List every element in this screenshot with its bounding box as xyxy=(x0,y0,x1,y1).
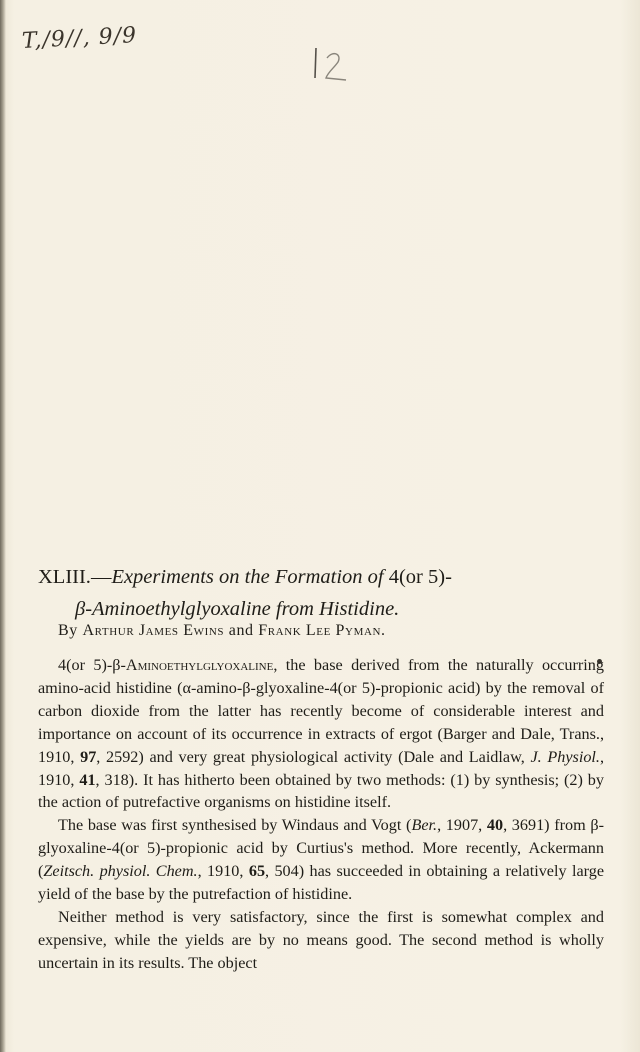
author-byline xyxy=(58,622,604,640)
p3-text-1: Neither method is very satisfactory, since the first is somewhat complex and expensive, while the yields are by no means good. The second method is wholly uncertain in its results. The object xyxy=(38,907,604,972)
p1-journal-1: J. Physiol. xyxy=(530,747,600,766)
heading-dash: — xyxy=(90,566,112,588)
author-ewins: Arthur James Ewins xyxy=(82,622,225,639)
heading-line-1 xyxy=(38,561,604,593)
paragraph-1 xyxy=(38,654,604,814)
p2-journal-2: Zeitsch. physiol. Chem. xyxy=(43,862,198,881)
handwritten-annotation-top-left: T,/9//, 9/9 xyxy=(21,23,138,54)
paragraph-3 xyxy=(38,906,604,975)
p1-text-2: , 2592) and very great physiological activity (Dale and Laidlaw, xyxy=(96,747,531,766)
heading-title-part-1: Experiments on the Formation of xyxy=(111,566,389,588)
heading-title-part-3: β-Aminoethylglyoxaline from Histidine. xyxy=(75,598,400,620)
byline-and: and xyxy=(224,622,259,639)
p2-text-1: The base was first synthesised by Windaus and Vogt ( xyxy=(58,816,412,835)
p2-volume-1: 40 xyxy=(486,816,504,835)
author-pyman: Frank Lee Pyman. xyxy=(258,622,386,639)
p2-journal-1: Ber. xyxy=(411,816,438,835)
article-heading xyxy=(38,561,604,625)
p1-volume-1: 97 xyxy=(80,747,97,766)
p2-text-2: , 1907, xyxy=(437,816,487,835)
p1-volume-2: 41 xyxy=(79,770,96,789)
p1-text-1: , the base derived from the naturally occurring amino-acid histidine (α-amino-β-glyoxaline-4(or 5)-propionic acid) by the removal of carbon dioxide from the latter has recently become of considerable interest and importance on account of its occurrence in extracts of ergot (Barger and Dale, Trans., 1910, xyxy=(38,656,604,766)
article-body xyxy=(38,654,604,975)
article-number: XLIII. xyxy=(38,566,91,588)
heading-title-part-2: 4(or 5)- xyxy=(388,566,452,588)
paragraph-2 xyxy=(38,814,604,906)
byline-by: By xyxy=(58,622,83,639)
p2-volume-2: 65 xyxy=(248,862,266,881)
binding-edge xyxy=(0,0,6,1052)
p2-text-4: , 1910, xyxy=(197,862,249,881)
p1-text-3: , 1910, xyxy=(38,747,605,789)
p2-text-3: , 3691) from β-glyoxaline-4(or 5)-propionic acid by Curtius's method. More recently, Ackermann ( xyxy=(38,816,605,881)
handwritten-annotation-top-center xyxy=(300,42,360,92)
heading-line-2 xyxy=(38,593,604,625)
p1-lead-smallcaps: Aminoethylglyoxaline xyxy=(125,656,274,674)
p2-text-5: , 504) has succeeded in obtaining a relatively large yield of the base by the putrefaction of histidine. xyxy=(38,862,605,904)
p1-lead-prefix: 4(or 5)-β- xyxy=(58,656,126,674)
p1-text-4: , 318). It has hitherto been obtained by two methods: (1) by synthesis; (2) by the action of putrefactive organisms on histidine itself. xyxy=(38,770,604,812)
